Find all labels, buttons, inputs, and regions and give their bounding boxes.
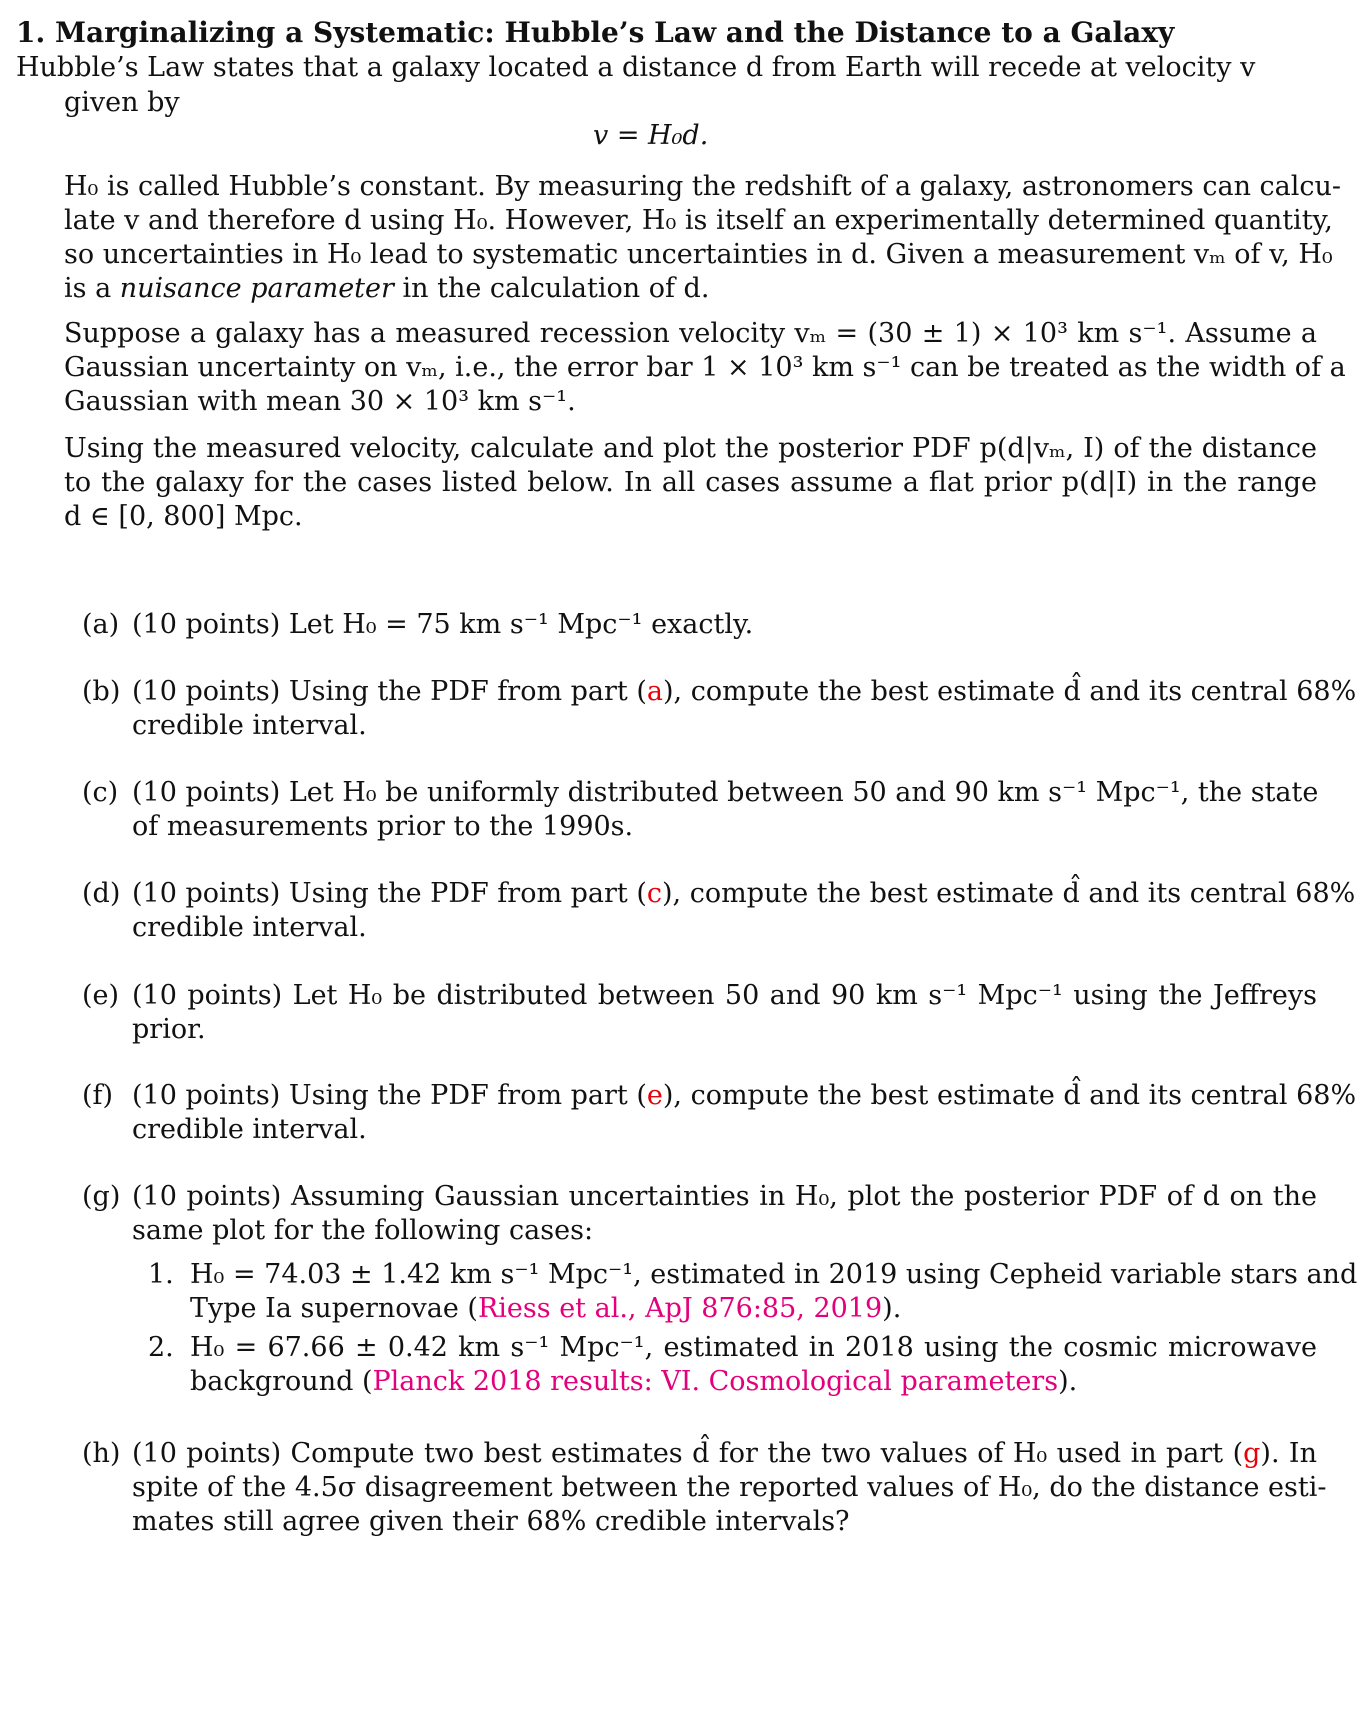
part-g-label: (g)	[82, 1181, 121, 1212]
part-e-line-2: prior.	[132, 1014, 206, 1045]
part-c-line-1: (10 points) Let H₀ be uniformly distributed between 50 and 90 km s⁻¹ Mpc⁻¹, the state	[132, 777, 1319, 808]
part-b-line-1: (10 points) Using the PDF from part (a), compute the best estimate d̂ and its central 68%	[132, 676, 1357, 707]
part-b-line-2: credible interval.	[132, 710, 367, 741]
part-f-label: (f)	[82, 1080, 114, 1111]
part-e-line-1: (10 points) Let H₀ be distributed between 50 and 90 km s⁻¹ Mpc⁻¹ using the Jeffreys	[132, 980, 1317, 1011]
riess-citation-link[interactable]: Riess et al., ApJ 876:85, 2019	[477, 1293, 883, 1324]
para2-line-1: Suppose a galaxy has a measured recession velocity vₘ = (30 ± 1) × 10³ km s⁻¹. Assume a	[64, 318, 1317, 349]
part-b-label: (b)	[82, 676, 121, 707]
para3-line-2: to the galaxy for the cases listed below. In all cases assume a flat prior p(d|I) in the range	[64, 467, 1317, 498]
part-g-item-2-line-2: background (Planck 2018 results: VI. Cosmological parameters).	[190, 1366, 1078, 1397]
intro-line-1: Hubble’s Law states that a galaxy located a distance d from Earth will recede at velocity v	[16, 52, 1256, 83]
part-g-item-1-number: 1.	[148, 1259, 174, 1290]
part-h-line-1: (10 points) Compute two best estimates d̂ for the two values of H₀ used in part (g). In	[132, 1438, 1317, 1469]
para1-line-3: so uncertainties in H₀ lead to systematic uncertainties in d. Given a measurement vₘ of v, H₀	[64, 239, 1333, 270]
part-g-item-1-line-2: Type Ia supernovae (Riess et al., ApJ 876:85, 2019).	[190, 1293, 902, 1324]
hubble-equation: v = H₀d.	[593, 120, 709, 151]
part-g-item-1-line-1: H₀ = 74.03 ± 1.42 km s⁻¹ Mpc⁻¹, estimated in 2019 using Cepheid variable stars and	[190, 1259, 1358, 1290]
part-d-line-1: (10 points) Using the PDF from part (c), compute the best estimate d̂ and its central 68%	[132, 878, 1356, 909]
intro-line-2: given by	[64, 87, 180, 118]
para2-line-2: Gaussian uncertainty on vₘ, i.e., the error bar 1 × 10³ km s⁻¹ can be treated as the width of a	[64, 352, 1346, 383]
part-a-label: (a)	[82, 609, 120, 640]
part-a-text: (10 points) Let H₀ = 75 km s⁻¹ Mpc⁻¹ exactly.	[132, 609, 754, 640]
para3-line-3: d ∈ [0, 800] Mpc.	[64, 501, 303, 532]
part-e-label: (e)	[82, 980, 120, 1011]
part-c-link[interactable]: c	[646, 878, 663, 909]
part-f-line-1: (10 points) Using the PDF from part (e), compute the best estimate d̂ and its central 68%	[132, 1080, 1357, 1111]
part-g-item-2-line-1: H₀ = 67.66 ± 0.42 km s⁻¹ Mpc⁻¹, estimated in 2018 using the cosmic microwave	[190, 1332, 1317, 1363]
part-h-line-2: spite of the 4.5σ disagreement between the reported values of H₀, do the distance esti-	[132, 1472, 1327, 1503]
para1-line-1: H₀ is called Hubble’s constant. By measuring the redshift of a galaxy, astronomers can calcu-	[64, 171, 1342, 202]
part-h-line-3: mates still agree given their 68% credible intervals?	[132, 1506, 850, 1537]
part-g-item-2-number: 2.	[148, 1332, 174, 1363]
part-g-line-1: (10 points) Assuming Gaussian uncertainties in H₀, plot the posterior PDF of d on the	[132, 1181, 1317, 1212]
part-h-label: (h)	[82, 1438, 121, 1469]
part-d-label: (d)	[82, 878, 121, 909]
part-a-link[interactable]: a	[646, 676, 663, 707]
para1-line-4: is a nuisance parameter in the calculation of d.	[64, 273, 710, 304]
para1-line-2: late v and therefore d using H₀. However, H₀ is itself an experimentally determined quantity,	[64, 205, 1333, 236]
planck-citation-link[interactable]: Planck 2018 results: VI. Cosmological parameters	[372, 1366, 1059, 1397]
para2-line-3: Gaussian with mean 30 × 10³ km s⁻¹.	[64, 386, 576, 417]
para3-line-1: Using the measured velocity, calculate and plot the posterior PDF p(d|vₘ, I) of the distance	[64, 433, 1317, 464]
part-g-link[interactable]: g	[1243, 1438, 1261, 1469]
part-d-line-2: credible interval.	[132, 912, 367, 943]
problem-title: 1. Marginalizing a Systematic: Hubble’s Law and the Distance to a Galaxy	[16, 16, 1175, 49]
nuisance-parameter-term: nuisance parameter	[119, 273, 394, 304]
part-g-line-2: same plot for the following cases:	[132, 1215, 594, 1246]
part-e-link[interactable]: e	[646, 1080, 663, 1111]
part-c-label: (c)	[82, 777, 119, 808]
part-f-line-2: credible interval.	[132, 1114, 367, 1145]
part-c-line-2: of measurements prior to the 1990s.	[132, 811, 634, 842]
